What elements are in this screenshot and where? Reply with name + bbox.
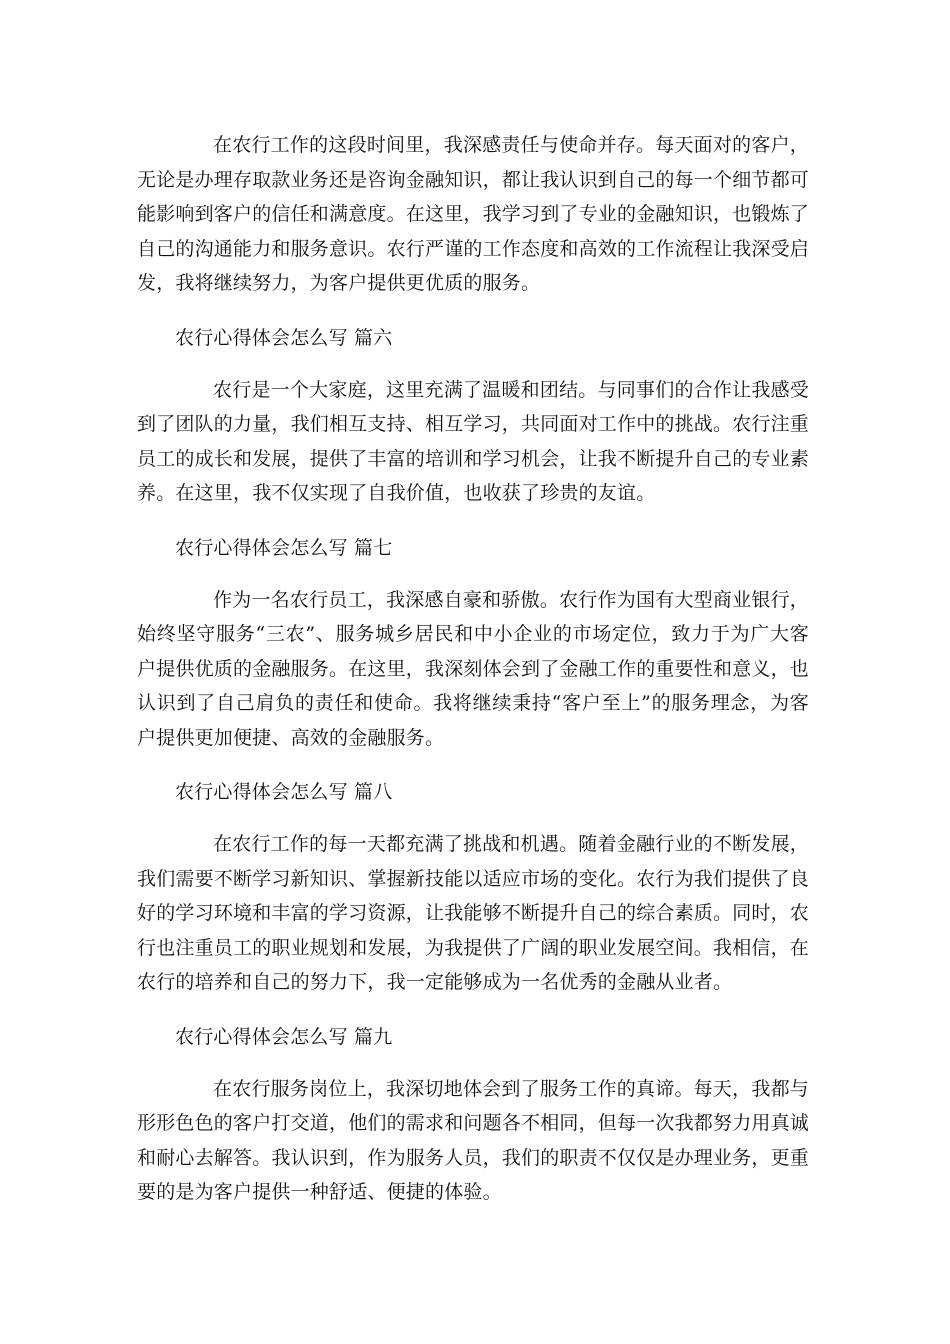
spacer xyxy=(137,355,809,373)
section-heading: 农行心得体会怎么写 篇八 xyxy=(175,781,393,803)
paragraph: 在农行服务岗位上，我深切地体会到了服务工作的真谛。每天，我都与形形色色的客户打交道，他们的需求和问题各不相同，但每一次我都努力用真诚和耐心去解答。我认识到，作为服务人员，我们的职责不仅仅是办理业务，更重要的是为客户提供一种舒适、便捷的体验。 xyxy=(137,1077,810,1203)
spacer xyxy=(137,809,809,827)
section-heading: 农行心得体会怎么写 篇九 xyxy=(175,1025,393,1048)
document-body xyxy=(137,128,809,1210)
spacer xyxy=(137,511,809,531)
paragraph: 作为一名农行员工，我深感自豪和骄傲。农行作为国有大型商业银行，始终坚守服务“三农”、服务城乡居民和中小企业的市场定位，致力于为广大客户提供优质的金融服务。在这里，我深刻体会到了金融工作的重要性和意义，也认识到了自己肩负的责任和使命。我将继续秉持“客户至上”的服务理念，为客户提供更加便捷、高效的金融服务。 xyxy=(137,588,810,749)
spacer xyxy=(137,755,809,775)
section-heading: 农行心得体会怎么写 篇七 xyxy=(175,536,393,559)
paragraph: 农行是一个大家庭，这里充满了温暖和团结。与同事们的合作让我感受到了团队的力量，我们相互支持、相互学习，共同面对工作中的挑战。农行注重员工的成长和发展，提供了丰富的培训和学习机会，让我不断提升自己的专业素养。在这里，我不仅实现了自我价值，也收获了珍贵的友谊。 xyxy=(137,378,810,504)
spacer xyxy=(137,565,809,583)
paragraph: 在农行工作的这段时间里，我深感责任与使命并存。每天面对的客户，无论是办理存取款业务还是咨询金融知识，都让我认识到自己的每一个细节都可能影响到客户的信任和满意度。在这里，我学习到了专业的金融知识，也锻炼了自己的沟通能力和服务意识。农行严谨的工作态度和高效的工作流程让我深受启发，我将继续努力，为客户提供更优质的服务。 xyxy=(137,134,810,294)
section-heading: 农行心得体会怎么写 篇六 xyxy=(175,326,393,349)
spacer xyxy=(137,1000,809,1020)
spacer xyxy=(137,1054,809,1072)
paragraph: 在农行工作的每一天都充满了挑战和机遇。随着金融行业的不断发展，我们需要不断学习新知识、掌握新技能以适应市场的变化。农行为我们提供了良好的学习环境和丰富的学习资源，让我能够不断提升自己的综合素质。同时，农行也注重员工的职业规划和发展，为我提供了广阔的职业发展空间。我相信，在农行的培养和自己的努力下，我一定能够成为一名优秀的金融从业者。 xyxy=(137,833,810,993)
spacer xyxy=(137,301,809,321)
